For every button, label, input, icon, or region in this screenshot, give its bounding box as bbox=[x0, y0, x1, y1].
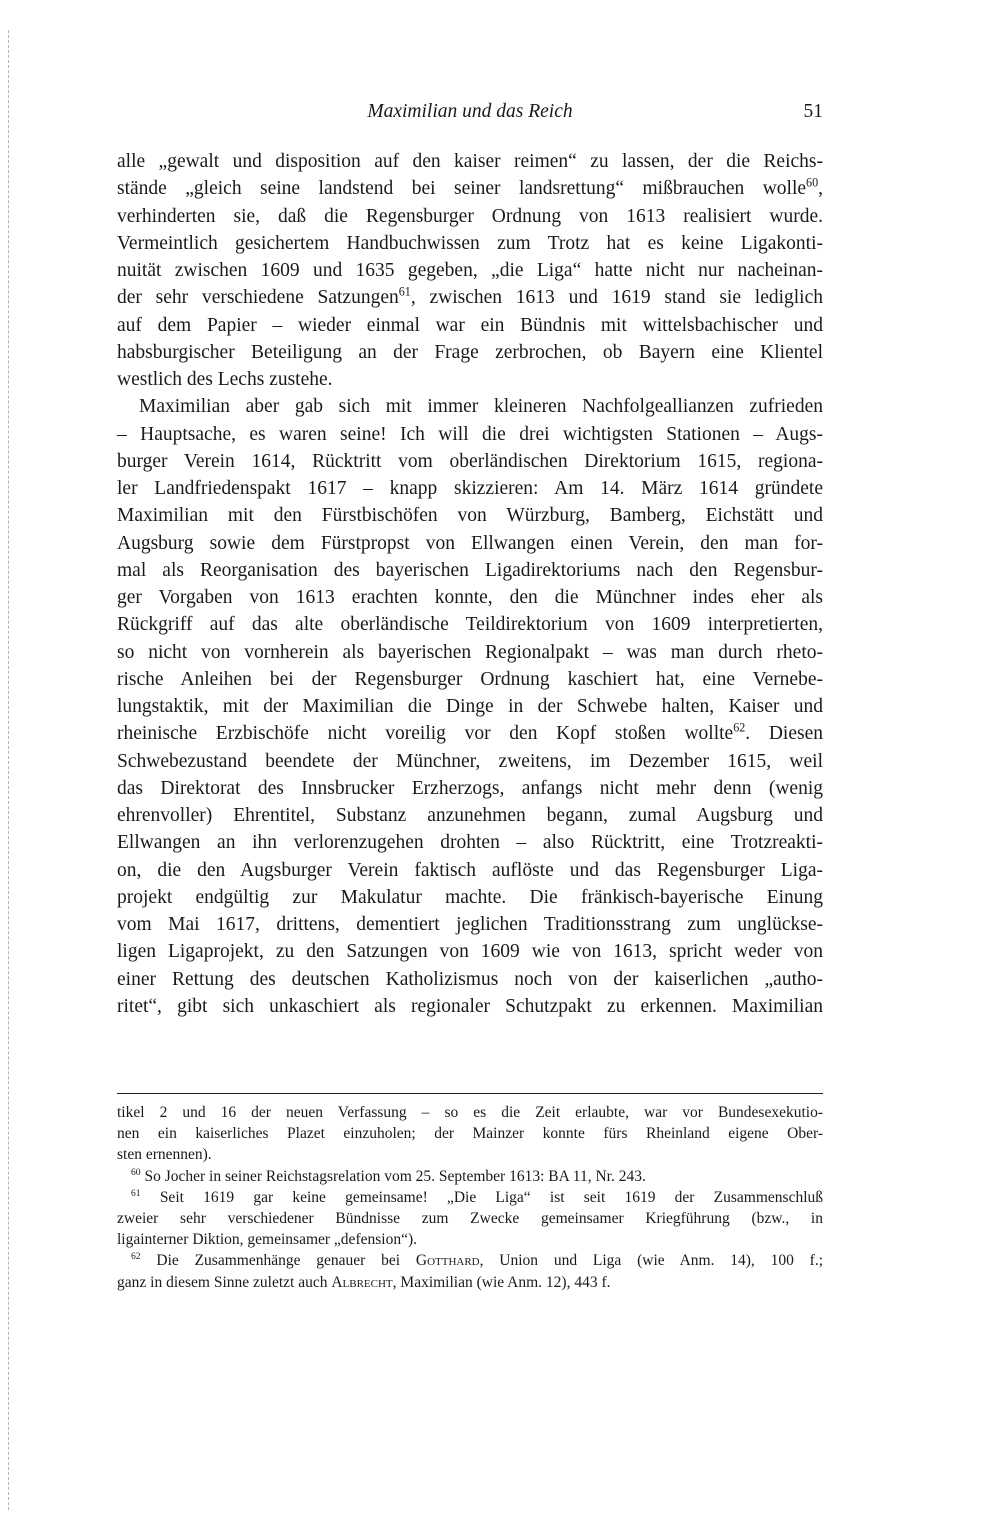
text-line: Augsburg sowie dem Fürstpropst von Ellwangen einen Verein, den man for- bbox=[117, 532, 823, 554]
text-line: alle „gewalt und disposition auf den kaiser reimen“ zu lassen, der die Reichs- bbox=[117, 151, 823, 172]
footnote-continuation bbox=[117, 1102, 823, 1166]
footnote-ref-60[interactable]: 60 bbox=[806, 175, 819, 190]
footnote-separator bbox=[117, 1093, 823, 1094]
text-line: auf dem Papier – wieder einmal war ein Bündnis mit wittelsbachischer und bbox=[117, 314, 823, 336]
footnote-line: $^{61}$ Seit 1619 gar keine gemeinsame! „Die Liga“ ist seit 1619 der Zusammenschluß bbox=[131, 1187, 824, 1206]
footnote-ref-61[interactable]: 61 bbox=[398, 284, 411, 299]
text-line: vom Mai 1617, drittens, dementiert jeglichen Traditionsstrang zum unglückse- bbox=[117, 914, 823, 935]
footnote-62 bbox=[117, 1250, 823, 1292]
footnote-line: $^{60}$ So Jocher in seiner Reichstagsrelation vom 25. September 1613: BA 11, Nr. 243. bbox=[131, 1166, 646, 1185]
text-line: das Direktorat des Innsbrucker Erzherzogs, anfangs nicht mehr denn (wenig bbox=[117, 777, 823, 799]
text-line: mal als Reorganisation des bayerischen Ligadirektoriums nach den Regensbur- bbox=[117, 559, 823, 581]
text-line: Vermeintlich gesichertem Handbuchwissen zum Trotz hat es keine Ligakonti- bbox=[117, 232, 823, 254]
text-line: ehrenvoller) Ehrentitel, Substanz anzunehmen begann, zumal Augsburg und bbox=[117, 805, 823, 826]
text-line: ler Landfriedenspakt 1617 – knapp skizzieren: Am 14. März 1614 gründete bbox=[117, 478, 823, 499]
text-line: ritet“, gibt sich unkaschiert als regionaler Schutzpakt zu erkennen. Maximilian bbox=[117, 995, 823, 1017]
footnote-line: nen ein kaiserliches Plazet einzuholen; der Mainzer konnte fürs Rheinland eigene Ober- bbox=[117, 1125, 823, 1143]
paragraph-1 bbox=[117, 148, 823, 393]
text-line: burger Verein 1614, Rücktritt vom oberländischen Direktorium 1615, regiona- bbox=[117, 450, 823, 472]
scan-edge-mark bbox=[8, 30, 9, 1510]
footnote-ref-62[interactable]: 62 bbox=[733, 720, 746, 735]
cited-author: Gotthard bbox=[415, 1252, 480, 1270]
text-line: – Hauptsache, es waren seine! Ich will die drei wichtigsten Stationen – Augs- bbox=[117, 423, 823, 445]
footnote-line: $^{62}$ Die Zusammenhänge genauer bei Gotthard, Union und Liga (wie Anm. 14), 100 f.; bbox=[131, 1251, 824, 1270]
text-line: ligen Ligaprojekt, zu den Satzungen von 1609 wie von 1613, spricht weder von bbox=[117, 941, 823, 963]
text-line: rische Anleihen bei der Regensburger Ordnung kaschiert hat, eine Vernebe- bbox=[117, 668, 823, 690]
footnote-line: ligainterner Diktion, gemeinsamer „defension“). bbox=[117, 1231, 417, 1249]
text-line: stände „gleich seine landstend bei seiner landsrettung“ mißbrauchen wolle$^{60}$, bbox=[117, 175, 823, 200]
text-line: rheinische Erzbischöfe nicht voreilig vor den Kopf stoßen wollte$^{62}$. Diesen bbox=[117, 720, 823, 745]
page-number: 51 bbox=[803, 101, 823, 122]
text-line: verhinderten sie, daß die Regensburger Ordnung von 1613 realisiert wurde. bbox=[117, 205, 823, 227]
footnote-number: 62 bbox=[131, 1251, 141, 1263]
text-line: ger Vorgaben von 1613 erachten konnte, den die Münchner indes eher als bbox=[117, 587, 823, 608]
text-line: lungstaktik, mit der Maximilian die Dinge in der Schwebe halten, Kaiser und bbox=[117, 696, 823, 717]
footnote-60 bbox=[117, 1166, 823, 1187]
running-title: Maximilian und das Reich bbox=[367, 101, 573, 122]
running-head bbox=[117, 97, 823, 127]
text-line: einer Rettung des deutschen Katholizismus noch von der kaiserlichen „autho- bbox=[117, 968, 823, 990]
text-line: der sehr verschiedene Satzungen$^{61}$, zwischen 1613 und 1619 stand sie lediglich bbox=[117, 284, 824, 309]
body-text bbox=[117, 148, 823, 1020]
text-line: Ellwangen an ihn verlorenzugehen drohten – also Rücktritt, eine Trotzreakti- bbox=[117, 832, 823, 854]
text-line: Maximilian aber gab sich mit immer kleineren Nachfolgeallianzen zufrieden bbox=[139, 396, 823, 418]
footnote-line: tikel 2 und 16 der neuen Verfassung – so es die Zeit erlaubte, war vor Bundesexekutio- bbox=[117, 1104, 823, 1121]
text-line: nuität zwischen 1609 und 1635 gegeben, „die Liga“ hatte nicht nur nacheinan- bbox=[117, 260, 823, 281]
text-line: projekt endgültig zur Makulatur machte. Die fränkisch-bayerische Einung bbox=[117, 886, 823, 908]
text-line: habsburgischer Beteiligung an der Frage zerbrochen, ob Bayern eine Klientel bbox=[117, 341, 823, 363]
text-line: so nicht von vornherein als bayerischen Regionalpakt – was man durch rheto- bbox=[117, 641, 823, 663]
footnote-line: ganz in diesem Sinne zuletzt auch Albrecht, Maximilian (wie Anm. 12), 443 f. bbox=[117, 1273, 611, 1291]
footnotes bbox=[117, 1102, 823, 1293]
text-line: on, die den Augsburger Verein faktisch auflöste und das Regensburger Liga- bbox=[117, 859, 823, 881]
paragraph-2 bbox=[117, 393, 823, 1020]
cited-author: Albrecht bbox=[331, 1273, 393, 1291]
footnote-line: zweier sehr verschiedener Bündnisse zum Zwecke gemeinsamer Kriegführung (bzw., in bbox=[117, 1209, 823, 1227]
text-line: westlich des Lechs zustehe. bbox=[117, 369, 333, 390]
footnote-number: 60 bbox=[131, 1166, 141, 1178]
footnote-line: sten ernennen). bbox=[117, 1146, 212, 1164]
text-line: Maximilian mit den Fürstbischöfen von Würzburg, Bamberg, Eichstätt und bbox=[117, 505, 823, 527]
text-line: Rückgriff auf das alte oberländische Teildirektorium von 1609 interpretierten, bbox=[117, 614, 823, 636]
footnote-61 bbox=[117, 1187, 823, 1251]
footnote-number: 61 bbox=[131, 1187, 141, 1199]
text-line: Schwebezustand beendete der Münchner, zweitens, im Dezember 1615, weil bbox=[117, 750, 823, 772]
